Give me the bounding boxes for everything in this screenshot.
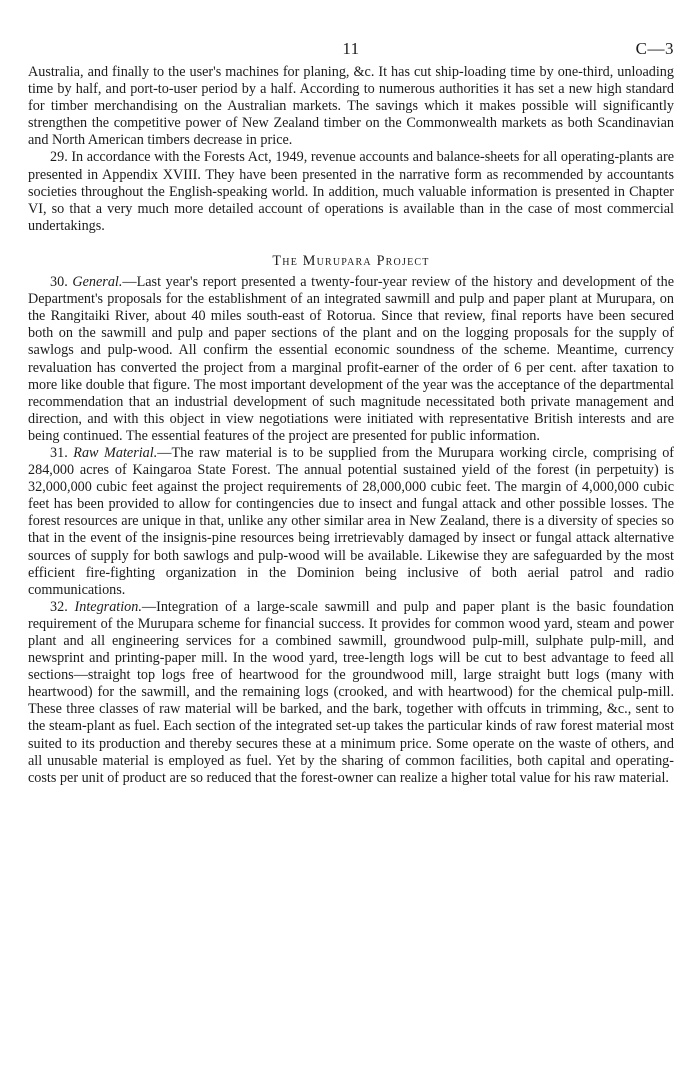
paragraph-heading: General. [72,274,123,291]
paragraph-31 [28,445,674,599]
paragraph-29: 29. In accordance with the Forests Act, 1949, revenue accounts and balance-sheets for all operating-plants are presented in Appendix XVIII. They have been presented in the narrative form as recommended by accountants societies throughout the English-speaking world. In addition, much valuable information is presented in Chapter VI, so that a very much more detailed account of operations is available than in the case of most commercial undertakings. [28,149,674,234]
document-code: C—3 [635,39,674,58]
section-title: The Murupara Project [272,252,430,269]
paragraph-heading: Raw Material. [73,444,158,461]
paragraph-32 [28,599,674,787]
paragraph-number: 30. [50,274,68,291]
paragraph-body: —Integration of a large-scale sawmill and pulp and paper plant is the basic foundation requirement of the Murupara scheme for financial success. It provides for common wood yard, steam and power plant and all engineering services for a combined sawmill, groundwood pulp-mill, sulphate pulp-mill, and newsprint and printing-paper mill. In the wood yard, tree-length logs will be cut to best advantage to feed all sections—straight top logs free of heartwood for the groundwood mill, large straight butt logs (many with heartwood) for the sawmill, and the remaining logs (crooked, and with heartwood) for the chemical pulp-mill. These three classes of raw material will be barked, and the bark, together with offcuts in trimming, &c., sent to the steam-plant as fuel. Each section of the integrated set-up takes the particular kinds of raw forest material most suited to its production and thereby secures these at a minimum price. Some operate on the waste of others, and all unusable material is employed as fuel. Yet by the sharing of common facilities, both capital and operating-costs per unit of product are so reduced that the forest-owner can realize a higher total value for his raw material. [28,598,675,786]
paragraph-heading: Integration. [74,598,142,615]
paragraph-number: 31. [50,444,68,461]
page-number: 11 [342,39,360,58]
page-header [28,40,674,64]
paragraph-body: —The raw material is to be supplied from the Murupara working circle, comprising of 284,000 acres of Kaingaroa State Forest. The annual potential sustained yield of the forest (in perpetuity) is 32,000,000 cubic feet against the project requirements of 28,000,000 cubic feet. The margin of 4,000,000 cubic feet has been provided to allow for contingencies due to insect and fungal attack and other possible losses. The forest resources are unique in that, unlike any other similar area in New Zealand, there is a diversity of species so that in the event of the insignis-pine resources being irretrievably damaged by insect or fungal attack alternative sources of supply for both sawlogs and pulp-wood will be available. Likewise they are safeguarded by the most efficient fire-fighting organization in the Dominion being inclusive of both aerial patrol and radio communications. [28,444,675,598]
paragraph-30 [28,274,674,445]
paragraph-body: —Last year's report presented a twenty-four-year review of the history and development of the Department's proposals for the establishment of an integrated sawmill and pulp and paper plant at Murupara, on the Rangitaiki River, about 40 miles south-east of Rotorua. Since that review, final reports have been secured both on the sawmill and pulp and paper sections of the plant and on the logging proposals for the supply of sawlogs and pulp-wood. All confirm the essential economic soundness of the scheme. Meantime, currency revaluation has converted the project from a marginal profit-earner of the order of 6 per cent. after taxation to more like double that figure. The most important development of the year was the acceptance of the departmental recommendation that an industrial development of such magnitude necessitated both private management and direction, and with this object in view negotiations were initiated with representative British interests and are being continued. The essential features of the project are presented for public information. [28,274,674,444]
paragraph-continuation: Australia, and finally to the user's machines for planing, &c. It has cut ship-loading time by one-third, unloading time by half, and port-to-user period by a half. According to numerous authorities it has set a new high standard for timber merchandising on the Australian markets. The savings which it makes possible will significantly strengthen the competitive power of New Zealand timber on the Commonwealth markets as both Scandinavian and North American timbers decrease in price. [28,64,674,149]
paragraph-number: 32. [50,598,68,615]
